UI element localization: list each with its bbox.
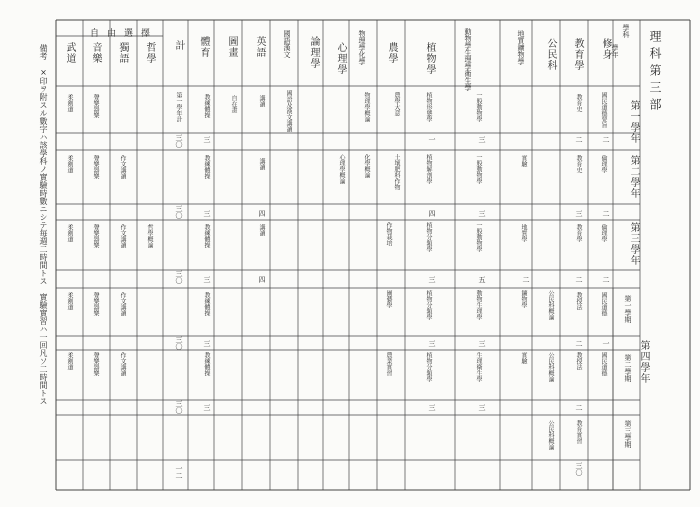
cell-y4t2-elective-ongaku: 聲樂器樂 — [92, 352, 99, 376]
subject-header-zuga: 圖畫 — [226, 36, 237, 58]
cell-y4t1-shokubutsu: 植物分類學 — [425, 290, 432, 320]
cell-y4t2-taiiku: 教練體操 — [203, 352, 210, 376]
elective-header-budo: 武道 — [64, 42, 75, 64]
hours-y4t2-dobutsu: 三 — [478, 404, 486, 411]
document-title: 理科第三部 — [648, 30, 662, 115]
elective-header-ongaku: 音樂 — [90, 42, 101, 64]
hours-y3-kyoiku: 二 — [575, 276, 583, 283]
grade-header-4: 第四學年 — [638, 340, 649, 384]
subject-header-elective: 自由選擇 — [90, 29, 159, 39]
cell-y1-dobutsu: 一般動物學 — [475, 92, 482, 122]
cell-y2-kyoiku: 教育史 — [575, 155, 582, 173]
hours-y1-dobutsu: 三 — [478, 136, 486, 143]
cell-y4t1-nogaku: 園藝學 — [385, 290, 392, 308]
hours-y2-eigo: 四 — [258, 210, 266, 217]
cell-y4t1-shushin: 國民道德 — [600, 292, 607, 316]
cell-y4t3-kyoiku: 教育實習 — [575, 420, 582, 444]
cell-y2-eigo: 講讀 — [258, 158, 265, 170]
cell-y4t2-nogaku: 農業實習 — [385, 352, 392, 376]
hours-y4t1-kei: 三〇 — [175, 336, 183, 350]
elective-header-dokugo: 獨語 — [117, 42, 128, 64]
cell-y3-elective-ongaku: 聲樂器樂 — [92, 224, 99, 248]
corner-label-subject: 學科 — [622, 24, 630, 38]
cell-y2-elective-ongaku: 聲樂器樂 — [92, 155, 99, 179]
elective-header-tetsugaku: 哲學 — [144, 42, 155, 64]
hours-y4t1-kyoiku: 二 — [575, 340, 583, 347]
cell-y2-shokubutsu: 植物解剖學 — [425, 154, 432, 184]
cell-y4t1-elective-ongaku: 聲樂器樂 — [92, 292, 99, 316]
hours-y4t1-shushin: 一 — [602, 340, 610, 347]
cell-y1-kei: 第一學年計 — [175, 92, 182, 122]
cell-y3-taiiku: 教練體操 — [203, 224, 210, 248]
subject-header-total: 計 — [173, 40, 184, 51]
hours-y1-shokubutsu: 一 — [428, 136, 436, 143]
hours-y1-shushin: 二 — [602, 136, 610, 143]
hours-y2-taiiku: 三 — [203, 210, 211, 217]
grade-header-3: 第三學年 — [628, 222, 639, 266]
cell-y4t2-shushin: 國民道德 — [600, 352, 607, 376]
subject-header-nogaku: 農學 — [386, 42, 397, 64]
cell-y3-shokubutsu: 植物分類學 — [425, 222, 432, 252]
cell-y4t2-elective-budo: 柔劍道 — [66, 352, 73, 370]
hours-y3-eigo: 四 — [258, 276, 266, 283]
hours-y3-chiri: 二 — [522, 276, 530, 283]
hours-y4t3-kyoiku: 三〇 — [575, 462, 583, 476]
cell-y3-elective-dokugo: 作文講讀 — [119, 224, 126, 248]
hours-y4t3-kei: 一二 — [175, 465, 183, 479]
cell-y2-elective-budo: 柔劍道 — [66, 155, 73, 173]
cell-y2-taiiku: 教練體操 — [203, 155, 210, 179]
cell-y3-shushin: 倫理學 — [600, 224, 607, 242]
cell-y3-eigo: 講讀 — [258, 224, 265, 236]
subject-header-kyoiku: 教育學 — [572, 38, 583, 71]
cell-y4t1-komin: 公民科概論 — [547, 290, 554, 320]
cell-y3-elective-tetsugaku: 哲學概論 — [146, 224, 153, 248]
cell-y4t2-shokubutsu: 植物分類學 — [425, 352, 432, 382]
hours-y3-kei: 三〇 — [175, 270, 183, 284]
cell-y4t1-elective-dokugo: 作文講讀 — [119, 292, 126, 316]
subject-header-taiiku: 體育 — [198, 36, 209, 58]
cell-y3-dobutsu: 一般動物學 — [475, 222, 482, 252]
hours-y2-shushin: 二 — [602, 210, 610, 217]
cell-y2-nogaku: 土壤肥料作物 — [393, 154, 400, 190]
cell-y4t3-komin: 公民科概論 — [547, 420, 554, 450]
subject-header-dobutsu: 動物學生理學衛生學 — [464, 28, 472, 91]
cell-y4t1-chiri: 鑛物學 — [520, 290, 527, 308]
hours-y1-kei: 三〇 — [175, 134, 183, 148]
subject-header-shushin: 修身 — [600, 38, 611, 60]
cell-y1-elective-budo: 柔劍道 — [66, 94, 73, 112]
subject-header-komin: 公民科 — [545, 38, 556, 71]
cell-y4t2-elective-dokugo: 作文講讀 — [119, 352, 126, 376]
cell-y1-shokubutsu: 植物形態學 — [425, 92, 432, 122]
cell-y1-shushin: 國民道德要旨 — [600, 92, 607, 128]
cell-y1-kyoiku: 教育史 — [575, 94, 582, 112]
hours-y3-dobutsu: 五 — [478, 276, 486, 283]
cell-y4t2-dobutsu: 生理衛生學 — [475, 352, 482, 382]
cell-y3-kyoiku: 教育學 — [575, 224, 582, 242]
hours-y4t1-dobutsu: 三 — [478, 340, 486, 347]
hours-y1-kyoiku: 二 — [575, 136, 583, 143]
cell-y3-elective-budo: 柔劍道 — [66, 224, 73, 242]
cell-y4t2-kyoiku: 教授法 — [575, 352, 582, 370]
hours-y2-shokubutsu: 四 — [428, 210, 436, 217]
subject-header-shinri: 心理學 — [335, 42, 346, 75]
subject-header-ronri: 論理學 — [308, 36, 319, 69]
subject-header-chiri: 地質鑛物學 — [517, 30, 525, 65]
term-header-1: 第一學期 — [624, 295, 632, 323]
hours-y2-kyoiku: 三 — [575, 210, 583, 217]
hours-y4t2-shokubutsu: 三 — [428, 404, 436, 411]
cell-y4t2-chiri: 實驗 — [520, 352, 527, 364]
cell-y1-nogaku: 農學大意 — [393, 92, 400, 116]
cell-y4t1-elective-budo: 柔劍道 — [66, 292, 73, 310]
remarks-note: 備考 ×印ヲ附スル數字ハ該學科ノ實驗時數ニシテ毎週二時間トス 實驗實習ハ一回凡ソ二時間トス — [39, 44, 48, 405]
grade-header-1: 第一學年 — [628, 100, 639, 144]
hours-y3-taiiku: 三 — [203, 276, 211, 283]
cell-y1-zuga: 自在畫 — [230, 95, 237, 113]
cell-y1-elective-ongaku: 聲樂器樂 — [92, 94, 99, 118]
grade-header-2: 第二學年 — [628, 155, 639, 199]
cell-y1-taiiku: 教練體操 — [203, 94, 210, 118]
corner-label-grade: 學年 — [611, 44, 619, 58]
cell-y2-shushin: 倫理學 — [600, 155, 607, 173]
subject-header-eigo: 英語 — [254, 36, 265, 58]
hours-y4t2-kyoiku: 二 — [575, 404, 583, 411]
cell-y4t1-taiiku: 教練體操 — [203, 292, 210, 316]
cell-y4t1-dobutsu: 動物生理學 — [475, 290, 482, 320]
cell-y4t2-komin: 公民科概論 — [547, 352, 554, 382]
term-header-3: 第三學期 — [624, 420, 632, 448]
hours-y4t1-taiiku: 三 — [203, 340, 211, 347]
hours-y2-dobutsu: 三 — [478, 210, 486, 217]
hours-y4t1-shokubutsu: 三 — [428, 340, 436, 347]
subject-header-kokugo: 國語漢文 — [283, 30, 291, 58]
cell-y3-chiri: 地質學 — [520, 224, 527, 242]
hours-y3-shushin: 二 — [602, 276, 610, 283]
cell-y2-dobutsu: 一般動物學 — [475, 154, 482, 184]
hours-y2-kei: 三〇 — [175, 205, 183, 219]
term-header-2: 第二學期 — [624, 354, 632, 382]
subject-header-butsuri: 物理學化學 — [358, 30, 366, 65]
cell-y1-kokugo: 國語及漢文講讀 — [285, 90, 292, 132]
hours-y3-shokubutsu: 三 — [428, 276, 436, 283]
cell-y4t1-kyoiku: 教授法 — [575, 292, 582, 310]
cell-y3-nogaku: 作物栽培 — [385, 222, 392, 246]
hours-y4t2-kei: 三〇 — [175, 400, 183, 414]
cell-y2-butsuri: 化學概論 — [363, 154, 370, 178]
cell-y1-butsuri: 物理學概論 — [363, 92, 370, 122]
subject-header-shokubutsu: 植物學 — [424, 42, 435, 75]
cell-y2-chiri: 實驗 — [520, 155, 527, 167]
cell-y1-eigo: 講讀 — [258, 95, 265, 107]
hours-y4t2-taiiku: 三 — [203, 404, 211, 411]
hours-y1-taiiku: 三 — [203, 136, 211, 143]
cell-y2-shinri: 心理學概論 — [338, 154, 345, 184]
cell-y2-elective-dokugo: 作文講讀 — [119, 155, 126, 179]
